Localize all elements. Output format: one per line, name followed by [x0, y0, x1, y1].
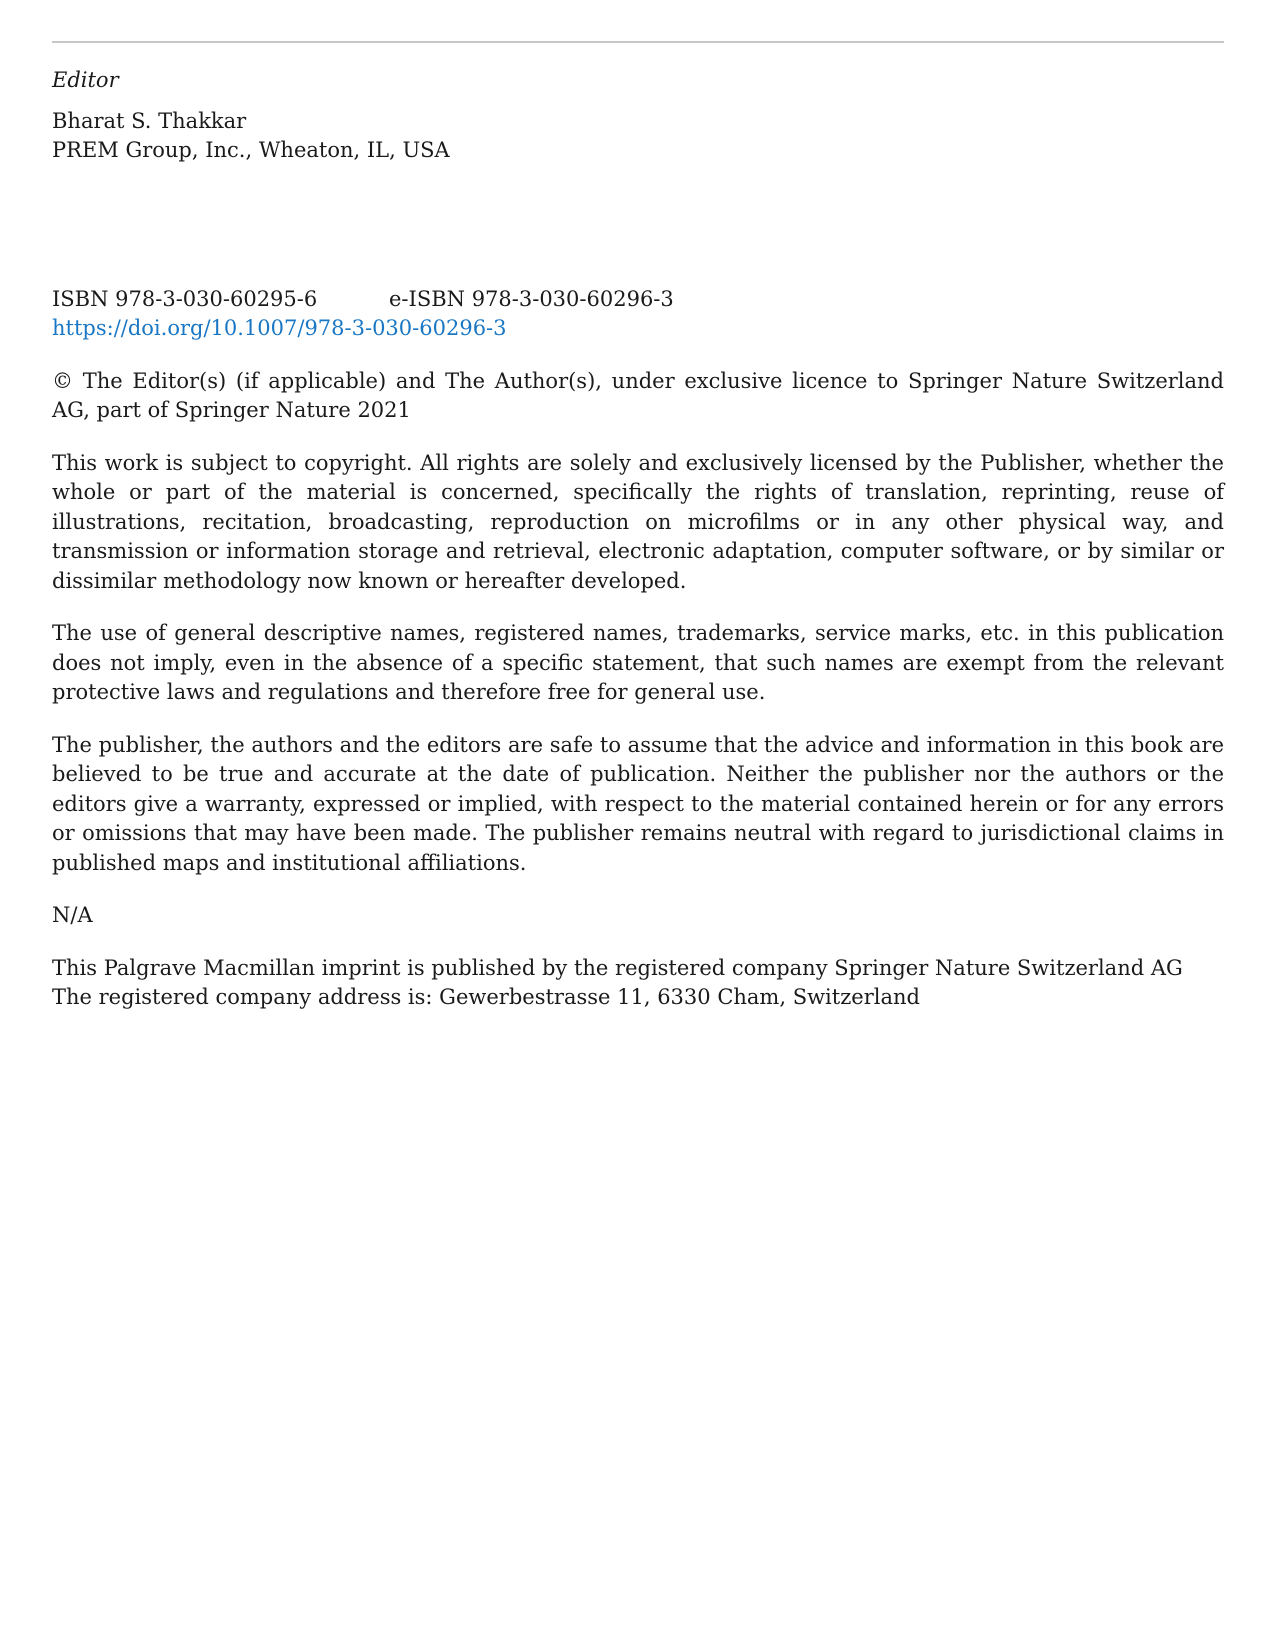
editor-name: Bharat S. Thakkar: [52, 108, 247, 133]
isbn-row: [52, 285, 1224, 315]
editor-label: Editor: [52, 68, 119, 92]
imprint-line-2: The registered company address is: Gewerbestrasse 11, 6330 Cham, Switzerland: [52, 985, 920, 1009]
imprint-block: [52, 954, 1224, 1013]
copyright-notice: © The Editor(s) (if applicable) and The Author(s), under exclusive licence to Springer Nature Switzerland AG, part of Springer Nature 2021: [52, 368, 1224, 422]
isbn-block: [52, 285, 1224, 344]
disclaimer-paragraph: The publisher, the authors and the editors are safe to assume that the advice and information in this book are believed to be true and accurate at the date of publication. Neither the publisher nor the authors or the editors give a warranty, expressed or implied, with respect to the material contained herein or for any errors or omissions that may have been made. The publisher remains neutral with regard to jurisdictional claims in published maps and institutional affiliations.: [52, 732, 1224, 875]
editor-affiliation: PREM Group, Inc., Wheaton, IL, USA: [52, 138, 450, 162]
isbn-print: ISBN 978-3-030-60295-6: [52, 286, 318, 311]
editor-block: [52, 107, 1224, 166]
doi-link[interactable]: https://doi.org/10.1007/978-3-030-60296-3: [52, 316, 507, 340]
cover-note: N/A: [52, 903, 93, 927]
imprint-line-1: This Palgrave Macmillan imprint is published by the registered company Springer Nature Switzerland AG: [52, 955, 1183, 980]
rights-paragraph: This work is subject to copyright. All rights are solely and exclusively licensed by the Publisher, whether the whole or part of the material is concerned, specifically the rights of translation, reprinting, reuse of illustrations, recitation, broadcasting, reproduction on microfilms or in any other physical way, and transmission or information storage and retrieval, electronic adaptation, computer software, or by similar or dissimilar methodology now known or hereafter developed.: [52, 450, 1224, 593]
isbn-electronic: e-ISBN 978-3-030-60296-3: [389, 286, 674, 311]
trademark-paragraph: The use of general descriptive names, registered names, trademarks, service marks, etc. in this publication does not imply, even in the absence of a specific statement, that such names are exempt from the relevant protective laws and regulations and therefore free for general use.: [52, 621, 1224, 704]
top-rule: [52, 41, 1224, 43]
page-content: [52, 66, 1224, 1013]
